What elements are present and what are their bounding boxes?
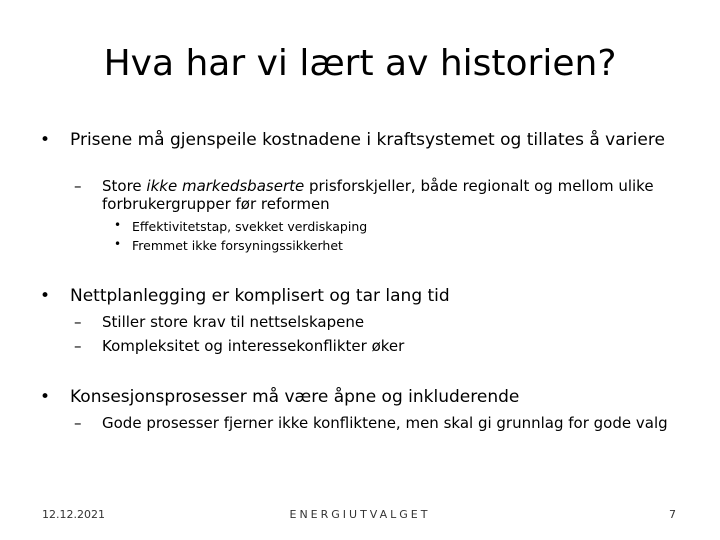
bullet-1-sub-1-sub-1: Effektivitetstap, svekket verdiskaping [132,219,368,234]
bullet-3-sub-1: Gode prosesser fjerner ikke konfliktene, men skal gi grunnlag for gode valg [102,414,668,432]
bullet-1-sub-1-post: prisforskjeller, både regionalt og mellom ulike forbrukergrupper før reformen [102,177,654,213]
bullet-1-sub-1-pre: Store [102,177,147,195]
page-number: 7 [669,508,676,521]
bullet-2-sub-1: Stiller store krav til nettselskapene [102,313,365,331]
sub-sub-bullet-marker: • [114,237,122,251]
bullet-3-text: Konsesjonsprosesser må være åpne og inkluderende [70,387,520,407]
bullet-marker: • [40,387,51,407]
bullet-1-text: Prisene må gjenspeile kostnadene i kraftsystemet og tillates å variere [70,130,665,150]
bullet-1-sub-1-italic: ikke markedsbaserte [146,177,305,195]
footer-organization: ENERGIUTVALGET [289,508,431,521]
sub-bullet-marker: – [74,313,82,331]
sub-bullet-marker: – [74,177,82,195]
bullet-marker: • [40,286,51,306]
bullet-marker: • [40,130,51,150]
bullet-1-sub-1-sub-2: Fremmet ikke forsyningssikkerhet [132,238,343,253]
sub-bullet-marker: – [74,337,82,355]
bullet-2-text: Nettplanlegging er komplisert og tar lang tid [70,286,450,306]
page-title: Hva har vi lært av historien? [103,43,617,84]
sub-sub-bullet-marker: • [114,218,122,232]
bullet-2-sub-2: Kompleksitet og interessekonflikter øker [102,337,405,355]
sub-bullet-marker: – [74,414,82,432]
footer-date: 12.12.2021 [42,508,105,521]
bullet-1-sub-1 [102,177,692,213]
